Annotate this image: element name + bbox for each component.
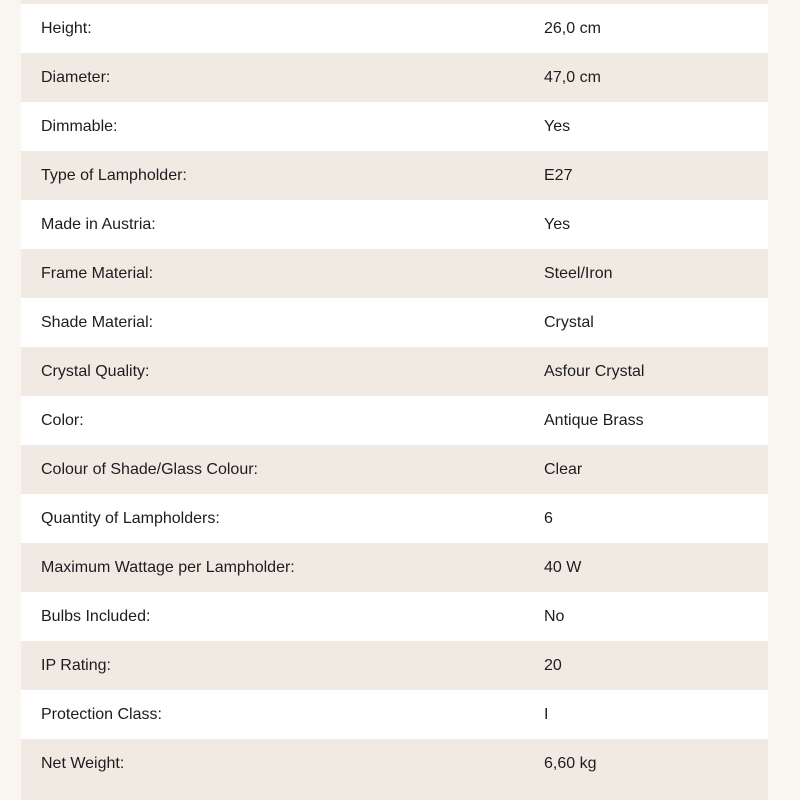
spec-value: 6 — [544, 509, 553, 527]
spec-value: E27 — [544, 166, 573, 184]
spec-row-shade-colour — [21, 445, 768, 494]
spec-value: 47,0 cm — [544, 68, 601, 86]
spec-label: IP Rating: — [41, 656, 111, 674]
spec-row-shade-material — [21, 298, 768, 347]
spec-value: Yes — [544, 215, 571, 233]
spec-label: Maximum Wattage per Lampholder: — [41, 558, 295, 576]
spec-label: Height: — [41, 19, 92, 37]
spec-value: 40 W — [544, 558, 582, 576]
spec-value: Clear — [544, 460, 583, 478]
spec-row-lampholder-quantity — [21, 494, 768, 543]
spec-label: Color: — [41, 411, 84, 429]
spec-row-lampholder-type — [21, 151, 768, 200]
last-row-continuation-strip — [21, 788, 768, 800]
spec-value: Crystal — [544, 313, 594, 331]
spec-label: Colour of Shade/Glass Colour: — [41, 460, 258, 478]
spec-row-diameter — [21, 53, 768, 102]
spec-label: Protection Class: — [41, 705, 162, 723]
spec-row-bulbs-included — [21, 592, 768, 641]
spec-label: Frame Material: — [41, 264, 154, 282]
product-spec-table — [21, 0, 768, 800]
spec-label: Dimmable: — [41, 117, 118, 135]
spec-value: 26,0 cm — [544, 19, 601, 37]
spec-label: Quantity of Lampholders: — [41, 509, 220, 527]
spec-row-color — [21, 396, 768, 445]
spec-row-dimmable — [21, 102, 768, 151]
spec-label: Made in Austria: — [41, 215, 156, 233]
spec-value: Steel/Iron — [544, 264, 613, 282]
spec-label: Shade Material: — [41, 313, 154, 331]
spec-row-max-wattage — [21, 543, 768, 592]
spec-row-height — [21, 4, 768, 53]
spec-label: Crystal Quality: — [41, 362, 150, 380]
spec-value: No — [544, 607, 565, 625]
spec-label: Diameter: — [41, 68, 111, 86]
spec-rows — [21, 4, 768, 788]
spec-label: Type of Lampholder: — [41, 166, 187, 184]
spec-value: Asfour Crystal — [544, 362, 645, 380]
spec-row-protection-class — [21, 690, 768, 739]
spec-row-net-weight — [21, 739, 768, 788]
spec-row-made-in-austria — [21, 200, 768, 249]
spec-value: Antique Brass — [544, 411, 644, 429]
spec-row-crystal-quality — [21, 347, 768, 396]
spec-label: Net Weight: — [41, 754, 125, 772]
spec-value: 20 — [544, 656, 562, 674]
spec-label: Bulbs Included: — [41, 607, 151, 625]
spec-row-ip-rating — [21, 641, 768, 690]
spec-value: Yes — [544, 117, 571, 135]
spec-value: I — [544, 705, 549, 723]
spec-row-frame-material — [21, 249, 768, 298]
spec-value: 6,60 kg — [544, 754, 597, 772]
